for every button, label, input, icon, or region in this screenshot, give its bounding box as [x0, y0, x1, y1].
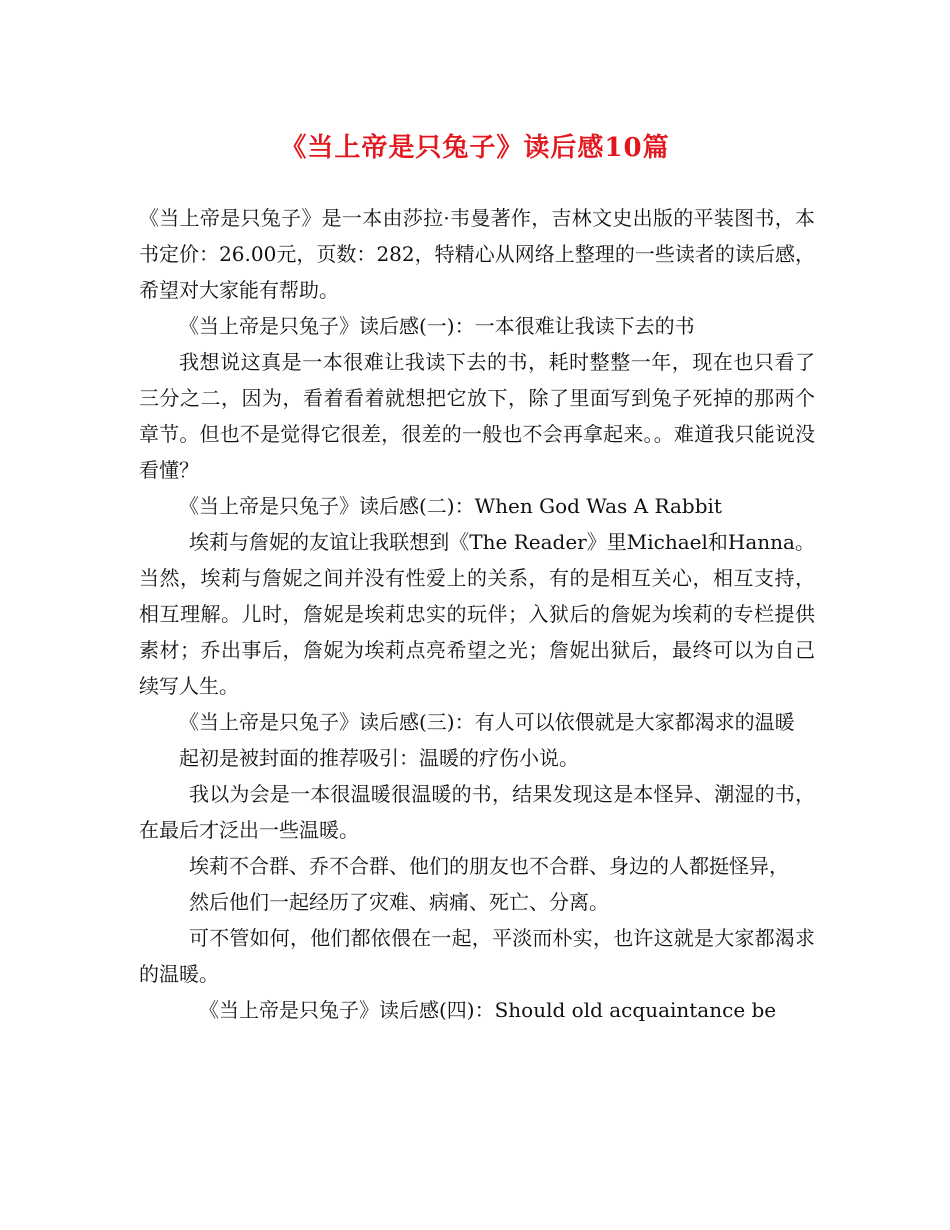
review-paragraph: 我以为会是一本很温暖很温暖的书，结果发现这是本怪异、潮湿的书，在最后才泛出一些温暖。	[139, 782, 815, 842]
review-paragraph: 埃莉不合群、乔不合群、他们的朋友也不合群、身边的人都挺怪异，	[189, 854, 789, 878]
review-heading-2: 《当上帝是只兔子》读后感(二)：When God Was A Rabbit	[179, 494, 722, 518]
review-paragraph: 然后他们一起经历了灾难、病痛、死亡、分离。	[189, 890, 609, 914]
document-title: 《当上帝是只兔子》读后感10篇	[280, 133, 670, 163]
review-paragraph: 我想说这真是一本很难让我读下去的书，耗时整整一年，现在也只看了三分之二，因为，看着看着就想把它放下，除了里面写到兔子死掉的那两个章节。但也不是觉得它很差，很差的一般也不会再拿起来。。难道我只能说没看懂？	[139, 350, 815, 482]
review-paragraph: 埃莉与詹妮的友谊让我联想到《The Reader》里Michael和Hanna。当然，埃莉与詹妮之间并没有性爱上的关系，有的是相互关心，相互支持，相互理解。儿时，詹妮是埃莉忠实的玩伴；入狱后的詹妮为埃莉的专栏提供素材；乔出事后，詹妮为埃莉点亮希望之光；詹妮出狱后，最终可以为自己续写人生。	[139, 530, 815, 698]
review-paragraph: 可不管如何，他们都依偎在一起，平淡而朴实，也许这就是大家都渴求的温暖。	[139, 926, 815, 986]
review-heading-1: 《当上帝是只兔子》读后感(一)：一本很难让我读下去的书	[179, 314, 695, 338]
intro-paragraph: 《当上帝是只兔子》是一本由莎拉·韦曼著作，吉林文史出版的平装图书，本书定价：26.00元，页数：282，特精心从网络上整理的一些读者的读后感，希望对大家能有帮助。	[139, 206, 815, 302]
document-body	[139, 200, 815, 1028]
review-heading-4: 《当上帝是只兔子》读后感(四)：Should old acquaintance be	[199, 998, 777, 1022]
review-heading-3: 《当上帝是只兔子》读后感(三)：有人可以依偎就是大家都渴求的温暖	[179, 710, 795, 734]
review-paragraph: 起初是被封面的推荐吸引：温暖的疗伤小说。	[179, 746, 579, 770]
